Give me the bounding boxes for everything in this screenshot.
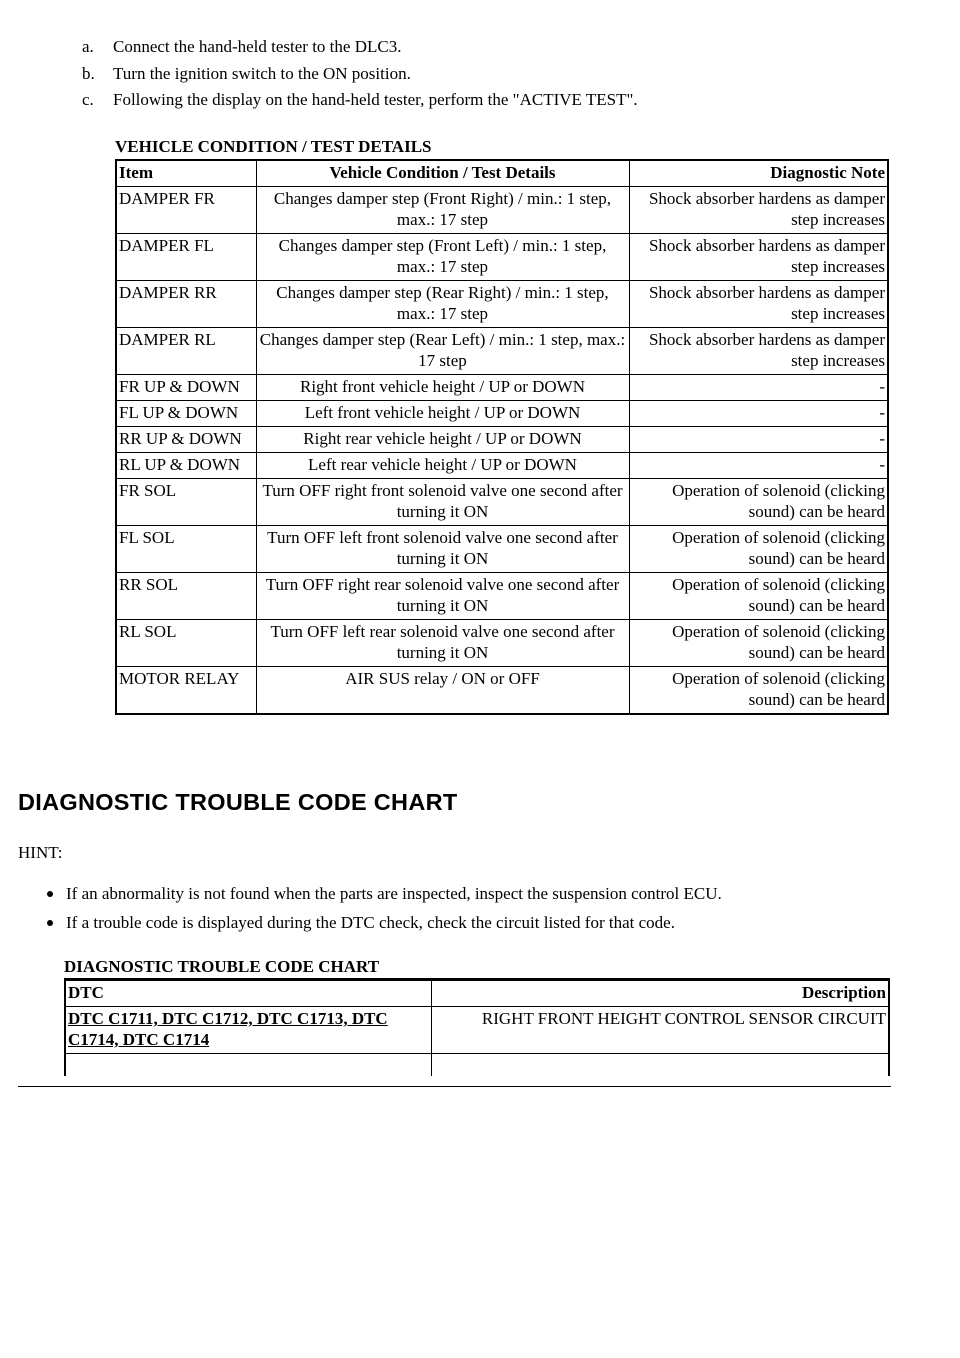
item-cell: RR SOL [116,573,256,620]
hint-text: If a trouble code is displayed during the DTC check, check the circuit listed for that code. [66,913,675,932]
table-row [116,328,888,375]
item-cell: DAMPER FR [116,187,256,234]
note-cell: - [629,401,888,427]
item-cell: FL UP & DOWN [116,401,256,427]
condition-cell: Turn OFF right front solenoid valve one second after turning it ON [256,479,629,526]
table-row [116,667,888,715]
note-cell: Shock absorber hardens as damper step increases [629,328,888,375]
condition-cell: Changes damper step (Front Right) / min.: 1 step, max.: 17 step [256,187,629,234]
table-row [116,375,888,401]
table-row [65,1054,889,1076]
step-item [82,34,638,61]
dtc-table [64,978,890,1076]
step-text: Following the display on the hand-held tester, perform the "ACTIVE TEST". [113,90,638,109]
step-item [82,87,638,114]
page-divider [18,1086,891,1087]
header-condition: Vehicle Condition / Test Details [256,160,629,187]
bullet-icon [47,920,53,926]
note-cell: Shock absorber hardens as damper step increases [629,234,888,281]
table-row [116,187,888,234]
vehicle-table-caption: VEHICLE CONDITION / TEST DETAILS [115,137,432,156]
section-title: DIAGNOSTIC TROUBLE CODE CHART [18,789,458,815]
empty-cell [431,1054,889,1076]
condition-cell: Turn OFF left front solenoid valve one second after turning it ON [256,526,629,573]
step-text: Connect the hand-held tester to the DLC3. [113,37,402,56]
table-row [65,1007,889,1054]
note-cell: Operation of solenoid (clicking sound) can be heard [629,526,888,573]
list-item [40,913,722,942]
condition-cell: Turn OFF left rear solenoid valve one second after turning it ON [256,620,629,667]
hint-label: HINT: [18,843,63,862]
condition-cell: Changes damper step (Rear Left) / min.: 1 step, max.: 17 step [256,328,629,375]
item-cell: RL UP & DOWN [116,453,256,479]
header-dtc: DTC [65,980,431,1007]
condition-cell: Right front vehicle height / UP or DOWN [256,375,629,401]
item-cell: FR UP & DOWN [116,375,256,401]
item-cell: DAMPER FL [116,234,256,281]
condition-cell: Turn OFF right rear solenoid valve one second after turning it ON [256,573,629,620]
condition-cell: Left rear vehicle height / UP or DOWN [256,453,629,479]
condition-cell: Left front vehicle height / UP or DOWN [256,401,629,427]
condition-cell: Changes damper step (Front Left) / min.: 1 step, max.: 17 step [256,234,629,281]
note-cell: - [629,453,888,479]
note-cell: - [629,427,888,453]
item-cell: RL SOL [116,620,256,667]
item-cell: DAMPER RL [116,328,256,375]
dtc-code-link[interactable]: DTC C1711, DTC C1712, DTC C1713, DTC C1714, DTC C1714 [68,1009,388,1049]
step-marker: c. [82,90,94,109]
hint-list [40,884,722,942]
step-marker: b. [82,63,95,83]
dtc-code-cell [65,1007,431,1054]
note-cell: Operation of solenoid (clicking sound) can be heard [629,573,888,620]
dtc-table-caption: DIAGNOSTIC TROUBLE CODE CHART [64,957,380,976]
table-row [116,479,888,526]
item-cell: RR UP & DOWN [116,427,256,453]
vehicle-condition-table [115,159,889,715]
table-row [116,573,888,620]
note-cell: Operation of solenoid (clicking sound) can be heard [629,667,888,715]
list-item [40,884,722,913]
item-cell: DAMPER RR [116,281,256,328]
header-note: Diagnostic Note [629,160,888,187]
bullet-icon [47,891,53,897]
note-cell: Shock absorber hardens as damper step increases [629,281,888,328]
condition-cell: Changes damper step (Rear Right) / min.: 1 step, max.: 17 step [256,281,629,328]
note-cell: - [629,375,888,401]
item-cell: FR SOL [116,479,256,526]
item-cell: FL SOL [116,526,256,573]
note-cell: Operation of solenoid (clicking sound) can be heard [629,479,888,526]
condition-cell: AIR SUS relay / ON or OFF [256,667,629,715]
step-item [82,61,638,88]
table-row [116,281,888,328]
table-header-row [116,160,888,187]
table-row [116,427,888,453]
table-header-row [65,980,889,1007]
hint-text: If an abnormality is not found when the parts are inspected, inspect the suspension control ECU. [66,884,722,903]
step-text: Turn the ignition switch to the ON position. [113,63,411,83]
table-row [116,453,888,479]
table-row [116,401,888,427]
condition-cell: Right rear vehicle height / UP or DOWN [256,427,629,453]
step-marker: a. [82,37,94,56]
description-cell: RIGHT FRONT HEIGHT CONTROL SENSOR CIRCUIT [431,1007,889,1054]
item-cell: MOTOR RELAY [116,667,256,715]
table-row [116,234,888,281]
note-cell: Operation of solenoid (clicking sound) can be heard [629,620,888,667]
header-description: Description [431,980,889,1007]
table-row [116,526,888,573]
empty-cell [65,1054,431,1076]
table-row [116,620,888,667]
procedure-steps [82,34,638,114]
header-item: Item [116,160,256,187]
note-cell: Shock absorber hardens as damper step increases [629,187,888,234]
